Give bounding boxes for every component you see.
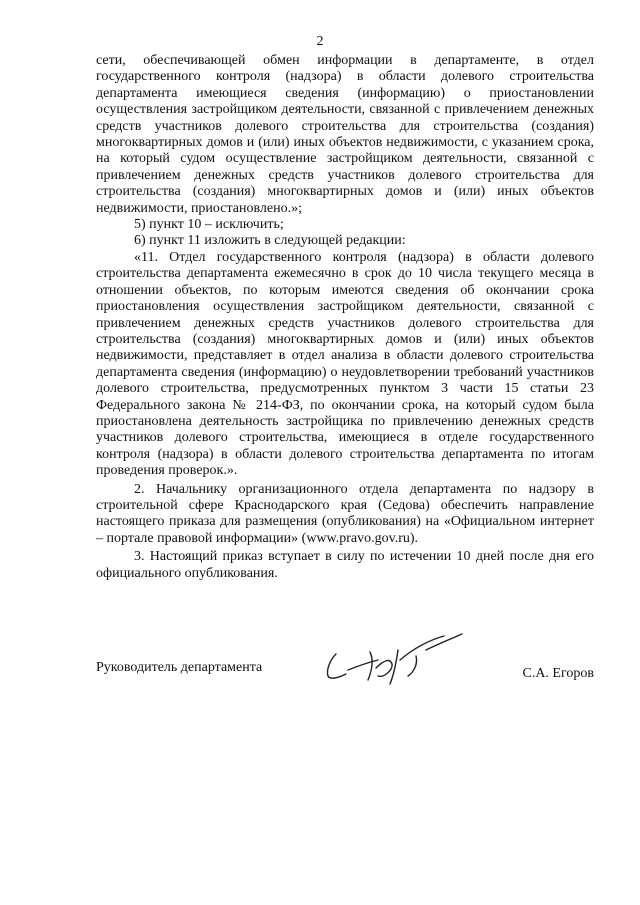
document-body [96, 53, 594, 582]
handwritten-signature [318, 630, 468, 686]
paragraph-item-6: 6) пункт 11 изложить в следующей редакции: [134, 233, 406, 249]
signature-block [96, 630, 594, 690]
page-number: 2 [316, 34, 324, 49]
paragraph-point-3: 3. Настоящий приказ вступает в силу по истечении 10 дней после дня его официального опубликования. [96, 549, 594, 581]
signatory-title: Руководитель департамента [96, 660, 263, 675]
signatory-name: С.А. Егоров [522, 666, 594, 681]
paragraph-item-5: 5) пункт 10 – исключить; [134, 217, 284, 233]
paragraph-continuation: сети, обеспечивающей обмен информации в департаменте, в отдел государственного контроля (надзора) в области долевого строительства департамента имеющиеся сведения (информацию) о приостановлении осуществления застройщиком деятельности, связанной с привлечением денежных средств участников долевого строительства для строительства (создания) многоквартирных домов и (или) иных объектов недвижимости, с указанием срока, на который судом осуществление застройщиком деятельности, связанной с привлечением денежных средств участников долевого строительства для строительства (создания) многоквартирных домов и (или) иных объектов недвижимости, приостановлено.»; [96, 53, 594, 216]
paragraph-point-2: 2. Начальнику организационного отдела департамента по надзору в строительной сфере Краснодарского края (Седова) обеспечить направление настоящего приказа для размещения (опубликования) на «Официальном интернет – портале правовой информации» (www.pravo.gov.ru). [96, 481, 594, 546]
paragraph-clause-11: «11. Отдел государственного контроля (надзора) в области долевого строительства департамента ежемесячно в срок до 10 числа текущего месяца в отношении объектов, по которым имеются сведения об окончании срока приостановления осуществления застройщиком деятельности, связанной с привлечением денежных средств участников долевого строительства для строительства (создания) многоквартирных домов и (или) иных объектов недвижимости, представляет в отдел анализа в области долевого строительства департамента сведения (информацию) о неудовлетворении требований участников долевого строительства, предусмотренных пунктом 3 части 15 статьи 23 Федерального закона № 214-ФЗ, по окончании срока, на который судом была приостановлена деятельность застройщика по привлечению денежных средств участников долевого строительства, имеющиеся в отделе государственного контроля (надзора) в области долевого строительства департамента по итогам проведения проверок.». [96, 249, 594, 479]
